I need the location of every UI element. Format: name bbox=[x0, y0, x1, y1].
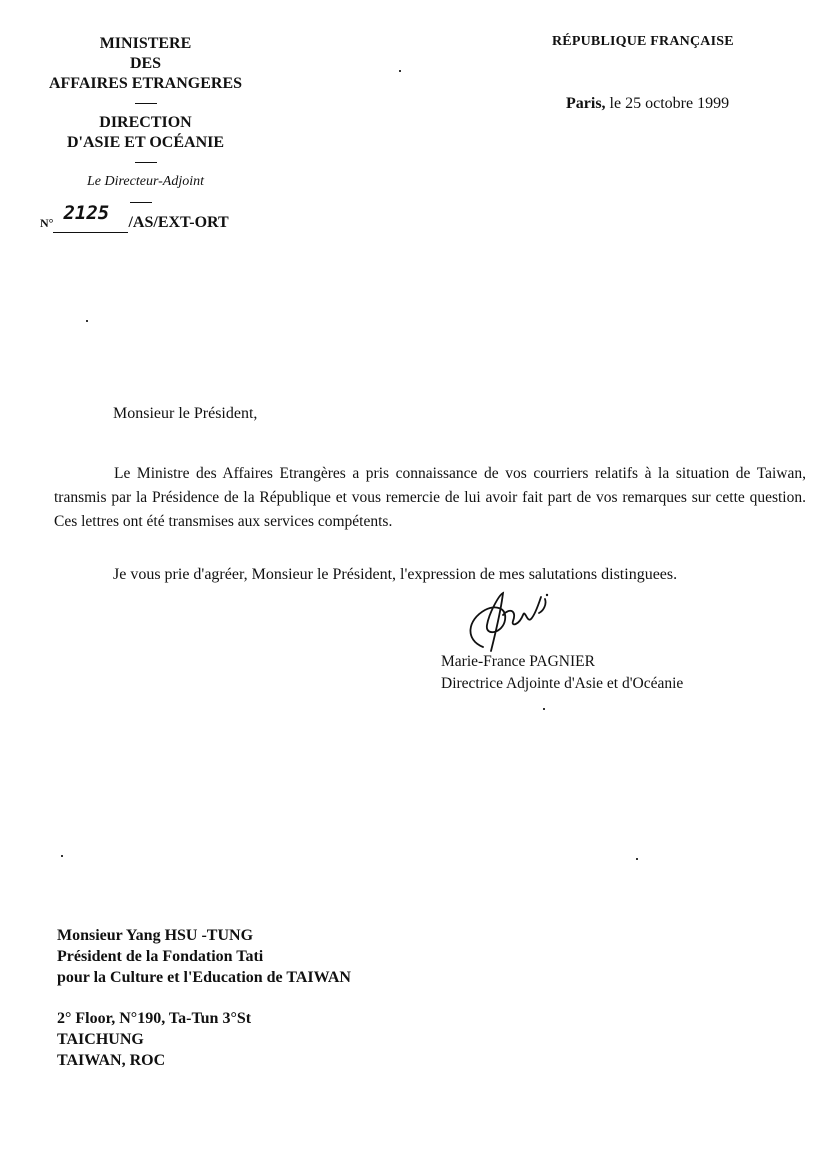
scan-speck bbox=[61, 855, 63, 857]
scan-speck bbox=[399, 70, 401, 72]
ministry-line-2: DES bbox=[129, 55, 162, 72]
recipient-address bbox=[57, 925, 351, 1071]
reference-prefix: N° bbox=[40, 216, 54, 230]
direction-line-2: D'ASIE ET OCÉANIE bbox=[66, 134, 225, 151]
salutation: Monsieur le Président, bbox=[113, 405, 258, 422]
scan-speck bbox=[636, 858, 638, 860]
address-line-3: pour la Culture et l'Education de TAIWAN bbox=[57, 969, 351, 986]
body-paragraph bbox=[54, 462, 806, 534]
reference-blank bbox=[53, 202, 128, 233]
address-line-5: TAICHUNG bbox=[57, 1031, 144, 1048]
address-line-2: Président de la Fondation Tati bbox=[57, 948, 264, 965]
reference-number bbox=[40, 202, 229, 233]
signatory bbox=[441, 651, 683, 695]
republic-header: RÉPUBLIQUE FRANÇAISE bbox=[552, 34, 734, 49]
scan-speck bbox=[543, 708, 545, 710]
signatory-title: Directrice Adjointe d'Asie et d'Océanie bbox=[441, 675, 684, 692]
closing-line: Je vous prie d'agréer, Monsieur le Président, l'expression de mes salutations distinguees. bbox=[113, 566, 678, 583]
letter-date bbox=[566, 95, 729, 113]
ministry-line-3: AFFAIRES ETRANGERES bbox=[48, 75, 243, 92]
reference-suffix: /AS/EXT-ORT bbox=[128, 214, 229, 231]
ministry-line-1: MINISTERE bbox=[99, 35, 192, 52]
official-title: Le Directeur-Adjoint bbox=[86, 174, 204, 189]
ministry-header bbox=[18, 34, 273, 192]
date-rest: le 25 octobre 1999 bbox=[605, 95, 730, 112]
scan-speck bbox=[86, 320, 88, 322]
address-line-6: TAIWAN, ROC bbox=[57, 1052, 166, 1069]
body-paragraph-text: Le Ministre des Affaires Etrangères a pris connaissance de vos courriers relatifs à la situation de Taiwan, transmis par la Présidence de la République et vous remercie de lui avoir fait part de vos remarques sur cette question. Ces lettres ont été transmises aux services compétents. bbox=[54, 465, 806, 530]
address-line-1: Monsieur Yang HSU -TUNG bbox=[57, 927, 254, 944]
direction-line-1: DIRECTION bbox=[99, 114, 192, 131]
handwritten-number: 2125 bbox=[63, 202, 110, 224]
date-city: Paris, bbox=[566, 95, 606, 112]
divider bbox=[130, 202, 152, 203]
address-line-4: 2° Floor, N°190, Ta-Tun 3°St bbox=[57, 1010, 252, 1027]
signatory-name: Marie-France PAGNIER bbox=[441, 653, 595, 670]
handwritten-signature bbox=[455, 585, 565, 655]
